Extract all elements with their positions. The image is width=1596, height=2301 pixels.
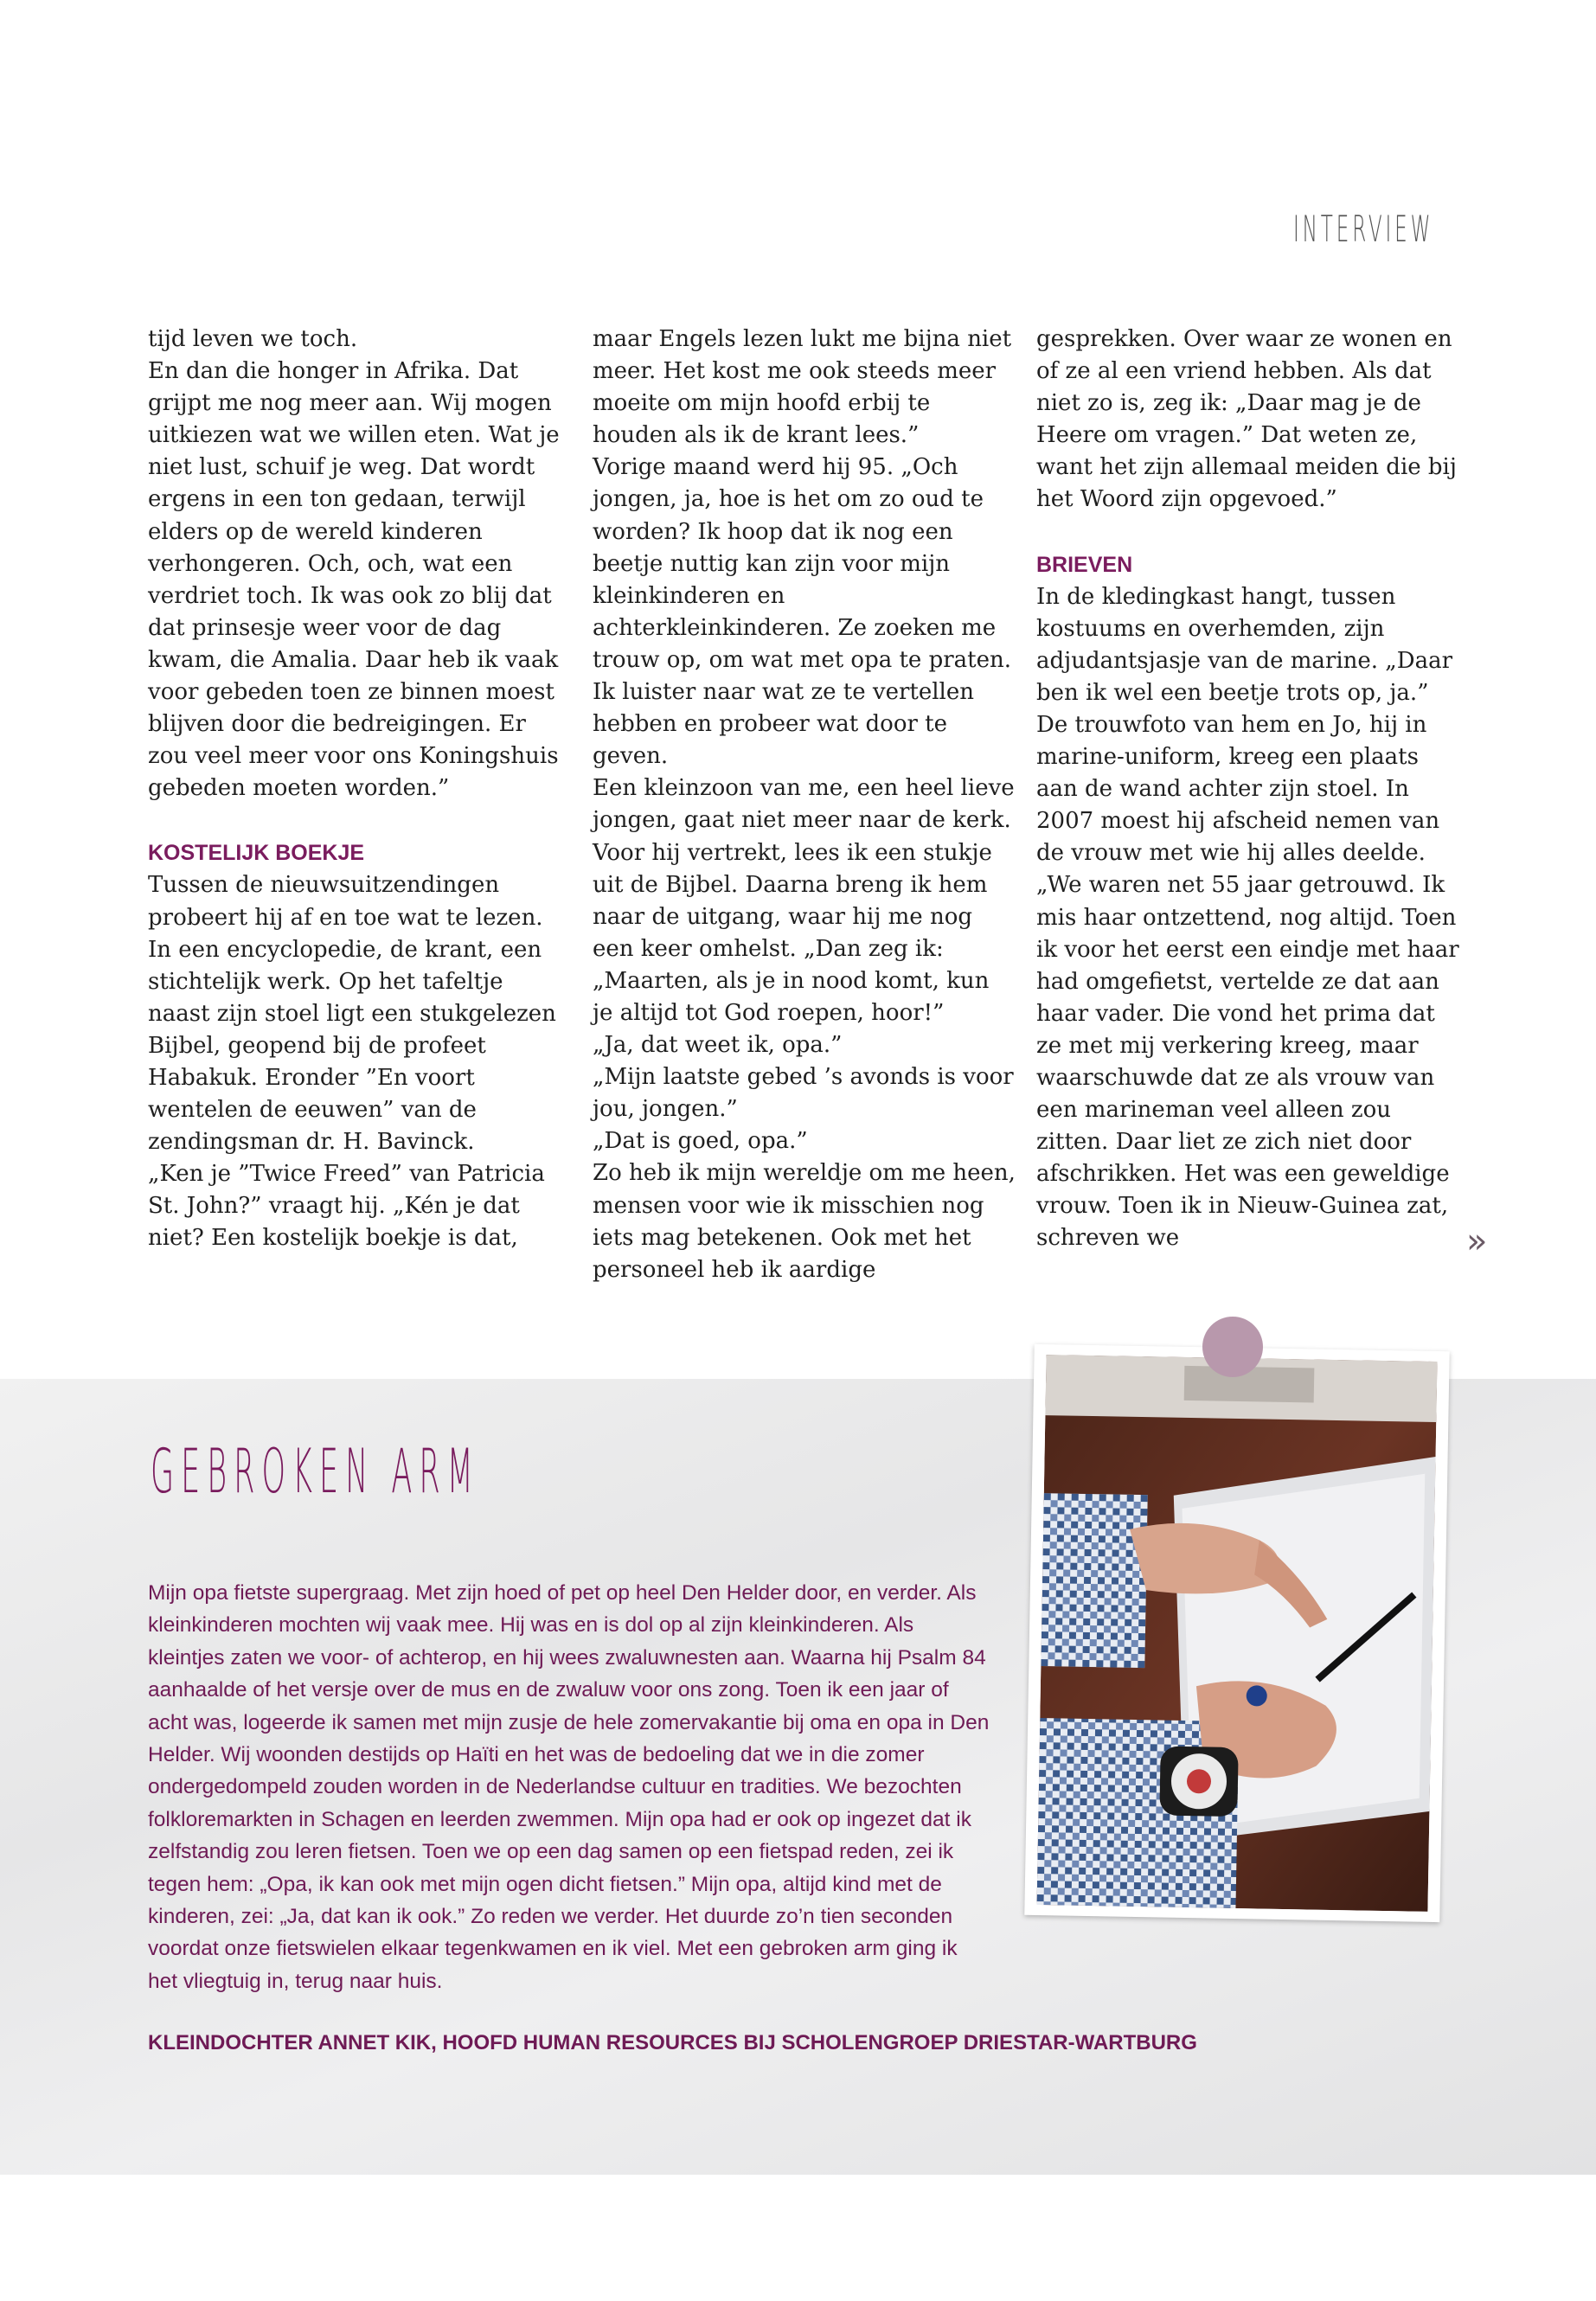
photo bbox=[1024, 1344, 1449, 1922]
paragraph: Een kleinzoon van me, een heel lieve jongen, gaat niet meer naar de kerk. Voor hij vertrekt, lees ik een stukje uit de Bijbel. Daarna breng ik hem naar de uitgang, waar hij me nog een keer omhelst. „Dan zeg ik: „Maarten, als je in nood komt, kun je altijd tot God roepen, hoor!” bbox=[593, 775, 1015, 1026]
box-byline: KLEINDOCHTER ANNET KIK, HOOFD HUMAN RESOURCES BIJ SCHOLENGROEP DRIESTAR-WARTBURG bbox=[148, 2031, 1197, 2054]
paragraph: tijd leven we toch. bbox=[148, 326, 358, 352]
paragraph: „Ja, dat weet ik, opa.” bbox=[593, 1032, 843, 1059]
paragraph: maar Engels lezen lukt me bijna niet meer. Het kost me ook steeds meer moeite om mijn hoofd erbij te houden als ik de krant lees.” bbox=[593, 326, 1012, 449]
article-column-3 bbox=[1036, 324, 1460, 1255]
pin-icon bbox=[1202, 1317, 1263, 1377]
paragraph: En dan die honger in Afrika. Dat grijpt me nog meer aan. Wij mogen uitkiezen wat we willen eten. Wat je niet lust, schuif je weg. Dat wordt ergens in een ton gedaan, terwijl elders op de wereld kinderen verhongeren. Och, och, wat een verdriet toch. Ik was ook zo blij dat dat prinsesje weer voor de dag kwam, die Amalia. Daar heb ik vaak voor gebeden toen ze binnen moest blijven door die bedreigingen. Er zou veel meer voor ons Koningshuis gebeden moeten worden.” bbox=[148, 358, 560, 802]
section-label: INTERVIEW bbox=[1293, 208, 1434, 250]
paragraph: In de kledingkast hangt, tussen kostuums en overhemden, zijn adjudantsjasje van de marine. „Daar ben ik wel een beetje trots op, ja.” De trouwfoto van hem en Jo, hij in marine-uniform, kreeg een plaats aan de wand achter zijn stoel. In 2007 moest hij afscheid nemen van de vrouw met wie hij alles deelde. „We waren net 55 jaar getrouwd. Ik mis haar ontzettend, nog altijd. Toen ik voor het eerst een eindje met haar had omgefietst, vertelde ze dat aan haar vader. Die vond het prima dat ze met mij verkering kreeg, maar waarschuwde dat ze als vrouw van een marineman veel alleen zou zitten. Daar liet ze zich niet door afschrikken. Het was een geweldige vrouw. Toen ik in Nieuw-Guinea zat, schreven we bbox=[1036, 583, 1459, 1252]
photo-frame bbox=[1024, 1344, 1449, 1922]
paragraph: Vorige maand werd hij 95. „Och jongen, ja, hoe is het om zo oud te worden? Ik hoop dat ik nog een beetje nuttig kan zijn voor mijn kleinkinderen en achterkleinkinderen. Ze zoeken me trouw op, om wat met opa te praten. Ik luister naar wat ze te vertellen hebben en probeer wat door te geven. bbox=[593, 454, 1011, 770]
paragraph: gesprekken. Over waar ze wonen en of ze al een vriend hebben. Als dat niet zo is, zeg ik: „Daar mag je de Heere om vragen.” Dat weten ze, want het zijn allemaal meiden die bij het Woord zijn opgevoed.” bbox=[1036, 326, 1457, 513]
box-title: GEBROKEN ARM bbox=[151, 1436, 480, 1507]
article-column-1 bbox=[148, 324, 572, 1255]
paragraph: „Mijn laatste gebed ’s avonds is voor jou, jongen.” bbox=[593, 1064, 1014, 1123]
photo-hands-writing bbox=[1036, 1355, 1437, 1912]
subheading-brieven: BRIEVEN bbox=[1036, 552, 1133, 577]
box-text: Mijn opa fietste supergraag. Met zijn hoed of pet op heel Den Helder door, en verder. Als kleinkinderen mochten wij vaak mee. Hij was en is dol op al zijn kleinkinderen. Als kleintjes zaten we voor- of achterop, en hij wees zwaluwnesten aan. Waarna hij Psalm 84 aanhaalde of het versje over de mus en de zwaluw voor ons zong. Toen ik een jaar of acht was, logeerde ik samen met mijn zusje de hele zomervakantie bij oma en opa in Den Helder. Wij woonden destijds op Haïti en het was de bedoeling dat we in die zomer ondergedompeld zouden worden in de Nederlandse cultuur en tradities. We bezochten folkloremarkten in Schagen en leerden zwemmen. Mijn opa had er ook op ingezet dat ik zelfstandig zou leren fietsen. Toen we op een dag samen op een fietspad reden, zei ik tegen hem: „Opa, ik kan ook met mijn ogen dicht fietsen.” Mijn opa, altijd kind met de kinderen, zei: „Ja, dat kan ik ook.” Zo reden we verder. Het duurde zo’n tien seconden voordat onze fietswielen elkaar tegenkwamen en ik viel. Met een gebroken arm ging ik het vliegtuig in, terug naar huis. bbox=[148, 1581, 990, 1993]
continue-arrow-icon: » bbox=[1466, 1221, 1488, 1261]
paragraph: „Dat is goed, opa.” bbox=[593, 1128, 808, 1155]
article-column-2 bbox=[593, 324, 1016, 1286]
paragraph: „Ken je ”Twice Freed” van Patricia St. John?” vraagt hij. „Kén je dat niet? Een kostelijk boekje is dat, bbox=[148, 1161, 545, 1252]
paragraph: Tussen de nieuwsuitzendingen probeert hij af en toe wat te lezen. In een encyclopedie, de krant, een stichtelijk werk. Op het tafeltje naast zijn stoel ligt een stukgelezen Bijbel, geopend bij de profeet Habakuk. Eronder ”En voort wentelen de eeuwen” van de zendingsman dr. H. Bavinck. bbox=[148, 872, 556, 1156]
subheading-kostelijk-boekje: KOSTELIJK BOEKJE bbox=[148, 841, 365, 866]
paragraph: Zo heb ik mijn wereldje om me heen, mensen voor wie ik misschien nog iets mag betekenen. Ook met het personeel heb ik aardige bbox=[593, 1160, 1016, 1283]
